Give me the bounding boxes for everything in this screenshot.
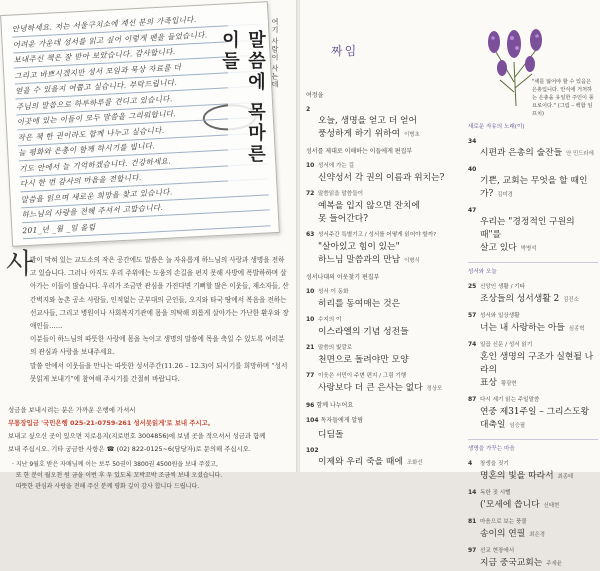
entry-header (468, 545, 598, 557)
toc-entry[interactable] (306, 104, 466, 142)
toc-entry[interactable] (468, 458, 598, 484)
entry-category: 창생을 짓기 (480, 461, 509, 467)
entry-author: 이형식 (404, 258, 420, 264)
flower-quote: "세를 잃어야 할 수 있음은 은총입니다. 안식에 거처하는 은총을 유일한 주인이 풍요로이다." (그림 – 백합 임프치) (532, 79, 594, 117)
toc-category: 성서와 오늘 (468, 262, 598, 278)
toc-entry[interactable] (468, 487, 598, 513)
letter-line: 얻을 수 있을지 여쭙고 싶습니다. 부탁드립니다. (15, 73, 263, 100)
entry-page-number: 97 (468, 547, 477, 554)
entry-title: 송이의 연필 최은경 (480, 529, 545, 539)
entry-title: 혼인 생명의 구조가 실현될 나라의 (480, 352, 594, 375)
entry-category: 이웃은 서민이 주변 편지 / 그림 기행 (318, 373, 407, 379)
toc-entry[interactable] (306, 160, 466, 185)
toc-entry[interactable] (306, 429, 466, 442)
entry-category: 신앙인 생활 / 기타 (480, 284, 526, 290)
notes-line: 보내 주십시오. 기타 궁금한 사항은 ☎ (02) 822-0125~6(담당자)로 문의해 주십시오. (8, 445, 251, 453)
entry-title-cont: 하느님 말씀과의 만남 이형식 (318, 255, 420, 265)
entry-header (306, 104, 466, 115)
toc-category: 생명을 가꾸는 마음 (468, 439, 598, 455)
letter-line: 그리고 바쁘시겠지만 성서 모임과 묵상 자료를 더 (14, 57, 262, 84)
letter-line: 하느님의 사랑을 전해 주셔서 고맙습니다. (21, 196, 269, 223)
entry-author: 심종혁 (568, 326, 585, 332)
entry-page-number: 87 (468, 396, 477, 403)
toc-category: 새로운 자유의 노래(이) (468, 124, 525, 130)
toc-section (306, 400, 466, 411)
article-title: 말씀에 목마른 이들 (228, 20, 268, 190)
toc-entry[interactable] (306, 445, 466, 470)
entry-header (306, 342, 466, 354)
section-label: 함께 나누어요 (316, 402, 354, 409)
toc-entry[interactable] (468, 545, 598, 571)
toc-section (306, 90, 466, 101)
footnote: 따뜻한 관심과 사랑을 전해 주신 분께 평화 깊이 감사 합니다 드립니다. (15, 483, 200, 490)
entry-title: 연중 제31주일 – 그리스도왕 대축일 임승필 (480, 407, 589, 430)
entry-page-number: 63 (306, 231, 315, 238)
entry-header (306, 160, 466, 172)
section-label: 독자들에게 알림 (320, 417, 364, 424)
entry-author: 신태현 (543, 503, 560, 509)
notes-intro: 성금을 보내시려는 분은 가까운 은행에 가셔서 (8, 406, 136, 414)
entry-author: 조화선 (406, 460, 423, 466)
entry-header (468, 458, 598, 470)
toc-column-right (468, 122, 598, 571)
entry-category: 마음으로 보는 풍물 (480, 519, 527, 525)
entry-title: 디딤돌 (318, 430, 344, 440)
entry-header (468, 164, 598, 175)
donation-notes (8, 404, 290, 492)
entry-page-number: 4 (468, 460, 473, 467)
entry-title: 조상들의 성서생활 2 김진소 (480, 294, 579, 304)
entry-category: 독한 짓 시뻘 (480, 490, 511, 496)
letter-line: 이곳에 있는 이들이 모두 말씀을 그리워합니다. (16, 103, 264, 130)
entry-author: 정상모 (426, 386, 443, 392)
entry-title: 오늘, 생명을 얻고 더 얻어 (318, 116, 417, 126)
footnote: · 지난 9월호 받은 자매님께 이는 보무 50권이 3800권 4500원을 보내 주셨고, (12, 461, 218, 468)
entry-category: 말씀읽을 말씀들이 (318, 191, 364, 197)
entry-page-number: 57 (468, 312, 477, 319)
toc-entry[interactable] (468, 281, 598, 307)
toc-entry[interactable] (468, 205, 598, 256)
toc-entry[interactable] (306, 286, 466, 311)
section-label: 성서나대의 이웃찾기 편집부 (306, 274, 380, 281)
toc-section (306, 272, 466, 283)
entry-author: 임승필 (509, 423, 526, 429)
entry-header (306, 314, 466, 326)
letter-line: 보내주신 책은 잘 받아 보았습니다. 감사합니다. (13, 42, 261, 69)
entry-title: "살아있고 힘이 있는" (318, 242, 400, 252)
toc-entry[interactable] (468, 310, 598, 336)
left-page (0, 0, 297, 490)
entry-header (468, 487, 598, 499)
toc-section (306, 415, 466, 426)
entry-title-cont: 표상 황광현 (480, 378, 517, 388)
letter-line: 늘 평화와 은총이 함께 하시기를 빕니다. (18, 134, 266, 161)
toc-entry[interactable] (306, 188, 466, 226)
entry-category: 성서에 가는 길 (318, 163, 354, 169)
entry-page-number: 47 (468, 207, 477, 214)
entry-title: 히리를 동여매는 것은 (318, 299, 401, 309)
entry-page-number: 102 (306, 447, 319, 454)
entry-page-number: 72 (306, 190, 315, 197)
entry-author: 박병석 (520, 246, 537, 252)
entry-author: 최은경 (529, 532, 545, 538)
entry-title: 이스라엘의 기념 성전들 (318, 327, 409, 337)
entry-title: 이제와 우리 죽을 때에 조화선 (318, 457, 423, 467)
entry-page-number: 10 (306, 162, 315, 169)
entry-page-number: 21 (306, 344, 315, 351)
entry-author: 안 민드라에 (566, 151, 594, 157)
entry-header (306, 286, 466, 298)
toc-entry[interactable] (468, 516, 598, 542)
entry-title: 시편과 은총의 술잔들 안 민드라에 (480, 148, 594, 158)
section-label: 여정을 (306, 92, 324, 99)
article-body (30, 254, 290, 386)
entry-title: 명혼의 빛을 따라서 최종태 (480, 471, 574, 481)
entry-category: 성서주간 특별기고 / 성서를 어떻게 읽어야 할까? (318, 232, 437, 238)
letter-line: 말씀을 읽으며 새로운 희망을 찾고 있습니다. (20, 181, 268, 208)
entry-title: 천면으로 돌려야만 모양 (318, 355, 409, 365)
toc-entry[interactable] (468, 164, 598, 202)
toc-entry[interactable] (306, 314, 466, 339)
entry-author: 김미경 (497, 192, 513, 198)
entry-header (468, 394, 598, 406)
entry-title: 너는 내 사랑하는 아들 심종혁 (480, 323, 585, 333)
entry-category: 선교 현장에서 (480, 548, 515, 554)
column-tag: 여기 사람이 사는데 (271, 18, 279, 89)
entry-page-number: 14 (468, 489, 477, 496)
entry-title: 기쁜, 교회는 무엇을 할 때인가? 김미경 (480, 176, 588, 199)
toc-title: 짜임 (331, 44, 359, 58)
toc-entry[interactable] (306, 370, 466, 396)
letter-line: 작은 책 한 권이라도 함께 나누고 싶습니다. (17, 119, 265, 146)
bank-account: 무통장입금 '국민은행 025-21-0759-261 성서못읽게'로 보내 주시고, (8, 419, 211, 427)
entry-header (468, 310, 598, 322)
toc-entry[interactable] (306, 342, 466, 367)
entry-author: 주세윤 (546, 561, 562, 567)
entry-author: 황광현 (501, 381, 517, 387)
entry-header (468, 205, 598, 216)
letter-line: 다시 한 번 감사의 마음을 전합니다. (20, 165, 268, 192)
entry-title-cont: 못 들어간다? (318, 214, 369, 224)
entry-title: 예복을 입지 않으면 잔치에 (318, 201, 420, 211)
drop-cap: 사 (6, 247, 34, 280)
toc-entry[interactable] (468, 339, 598, 391)
entry-header (468, 516, 598, 528)
toc-entry[interactable] (468, 394, 598, 433)
entry-category: 말씀의 빛깔로 (318, 345, 353, 351)
entry-header (306, 188, 466, 200)
entry-page-number: 77 (306, 372, 315, 379)
entry-header (306, 445, 466, 456)
letter-line: 어려운 가운데 성서를 읽고 싶어 이렇게 펜을 들었습니다. (12, 26, 260, 53)
footnote: 또 한 분이 월오천 원 금을 이번 후 우 있도록 꼬박꼬박 조금씩 보내 오셨습니다. (15, 472, 223, 479)
entry-page-number: 2 (306, 106, 311, 113)
entry-title: 신약성서 각 권의 이름과 위치는? (318, 173, 445, 183)
entry-page-number: 40 (468, 166, 477, 173)
entry-page-number: 25 (468, 283, 477, 290)
entry-title: 지금 중국교회는 주세윤 (480, 558, 562, 568)
toc-section (306, 146, 466, 157)
paragraph: 말씀 안에서 이웃들을 만나는 따뜻한 성서주간(11.26 – 12.3)이 되시기를 희망하며 “성서못읽게 보내기”에 참여해 주시기를 간절히 바랍니다. (30, 361, 288, 383)
entry-title-cont: 풍성하게 하기 위하여 이병초 (318, 129, 420, 139)
paragraph: 이분들이 하느님의 따뜻한 사랑에 몸을 녹이고 생명의 말씀에 목을 축일 수 있도록 여러분의 관심과 사랑을 보내주세요. (30, 335, 285, 357)
toc-entry[interactable] (468, 136, 598, 161)
entry-page-number: 34 (468, 138, 477, 145)
entry-title: 우리는 "경정적인 구원의 때"를 (480, 217, 575, 240)
entry-page-number: 81 (468, 518, 477, 525)
entry-page-number: 10 (306, 288, 315, 295)
entry-author: 이병초 (404, 132, 420, 138)
paragraph: 방이 막혀 있는 교도소의 작은 공간에도 말씀은 늘 자유롭게 하느님의 사랑과 생명을 전하고 있습니다. 그러나 아직도 우리 주위에는 도움의 손길을 펀지 못해 사방에 폭발하하며 살아가는 이들이 많습니다. 우리가 조금만 관심을 가진다면 기뻐할 많은 이웃들, 재소자들, 산간벽지와 농촌 공소 사람들, 인적없는 군부대의 군인들, 오지와 타국 땅에서 복음을 전하는 선교사들, 그리고 병원이나 사회복지기관에 몸을 의탁해 외롭게 살아가는 가난한 환우와 장애인들…… (30, 256, 289, 331)
entry-title-cont: 살고 있다 박병석 (480, 243, 537, 253)
entry-category: 수지의 이 (318, 317, 342, 323)
entry-header (306, 229, 466, 241)
entry-category: 다시 세기 읽는 주일말씀 (480, 397, 540, 403)
entry-title: 사랑보다 더 큰 은사는 없다 정상모 (318, 383, 443, 393)
notes-line: 보내고 싶으신 곳이 있으면 지로용지(지로번호 3004856)에 보낼 곳을 적으셔서 성금과 함께 (8, 432, 266, 440)
letter-line: 안녕하세요. 저는 서울구치소에 계신 분의 가족입니다. (12, 11, 260, 38)
entry-author: 김진소 (563, 297, 579, 303)
entry-author: 최종태 (557, 474, 574, 480)
entry-category: 성서와 일상생활 (480, 313, 520, 319)
letter-line: 201_년 _월 _일 올림 (22, 212, 270, 239)
entry-header (468, 136, 598, 147)
entry-category: 일곱 신문 / 성서 읽기 (480, 342, 533, 348)
entry-title: ('모세에 씁니다 신태현 (480, 500, 560, 510)
section-page: 96 (306, 402, 317, 409)
entry-header (306, 370, 466, 382)
section-label: 성서를 제대로 이해하는 이들에게 편집부 (306, 148, 413, 155)
letter-line: 기도 안에서 늘 기억하겠습니다. 건강하세요. (19, 150, 267, 177)
entry-header (468, 339, 598, 351)
toc-column-left (306, 90, 466, 470)
toc-entry[interactable] (306, 229, 466, 268)
footnotes (8, 459, 290, 492)
section-page: 104 (306, 417, 321, 424)
entry-page-number: 10 (306, 316, 315, 323)
entry-header (468, 281, 598, 293)
letter-line: 주님의 말씀으로 하루하루를 견디고 있습니다. (16, 88, 264, 115)
entry-page-number: 74 (468, 341, 477, 348)
entry-category: 성서 이 동화 (318, 289, 349, 295)
